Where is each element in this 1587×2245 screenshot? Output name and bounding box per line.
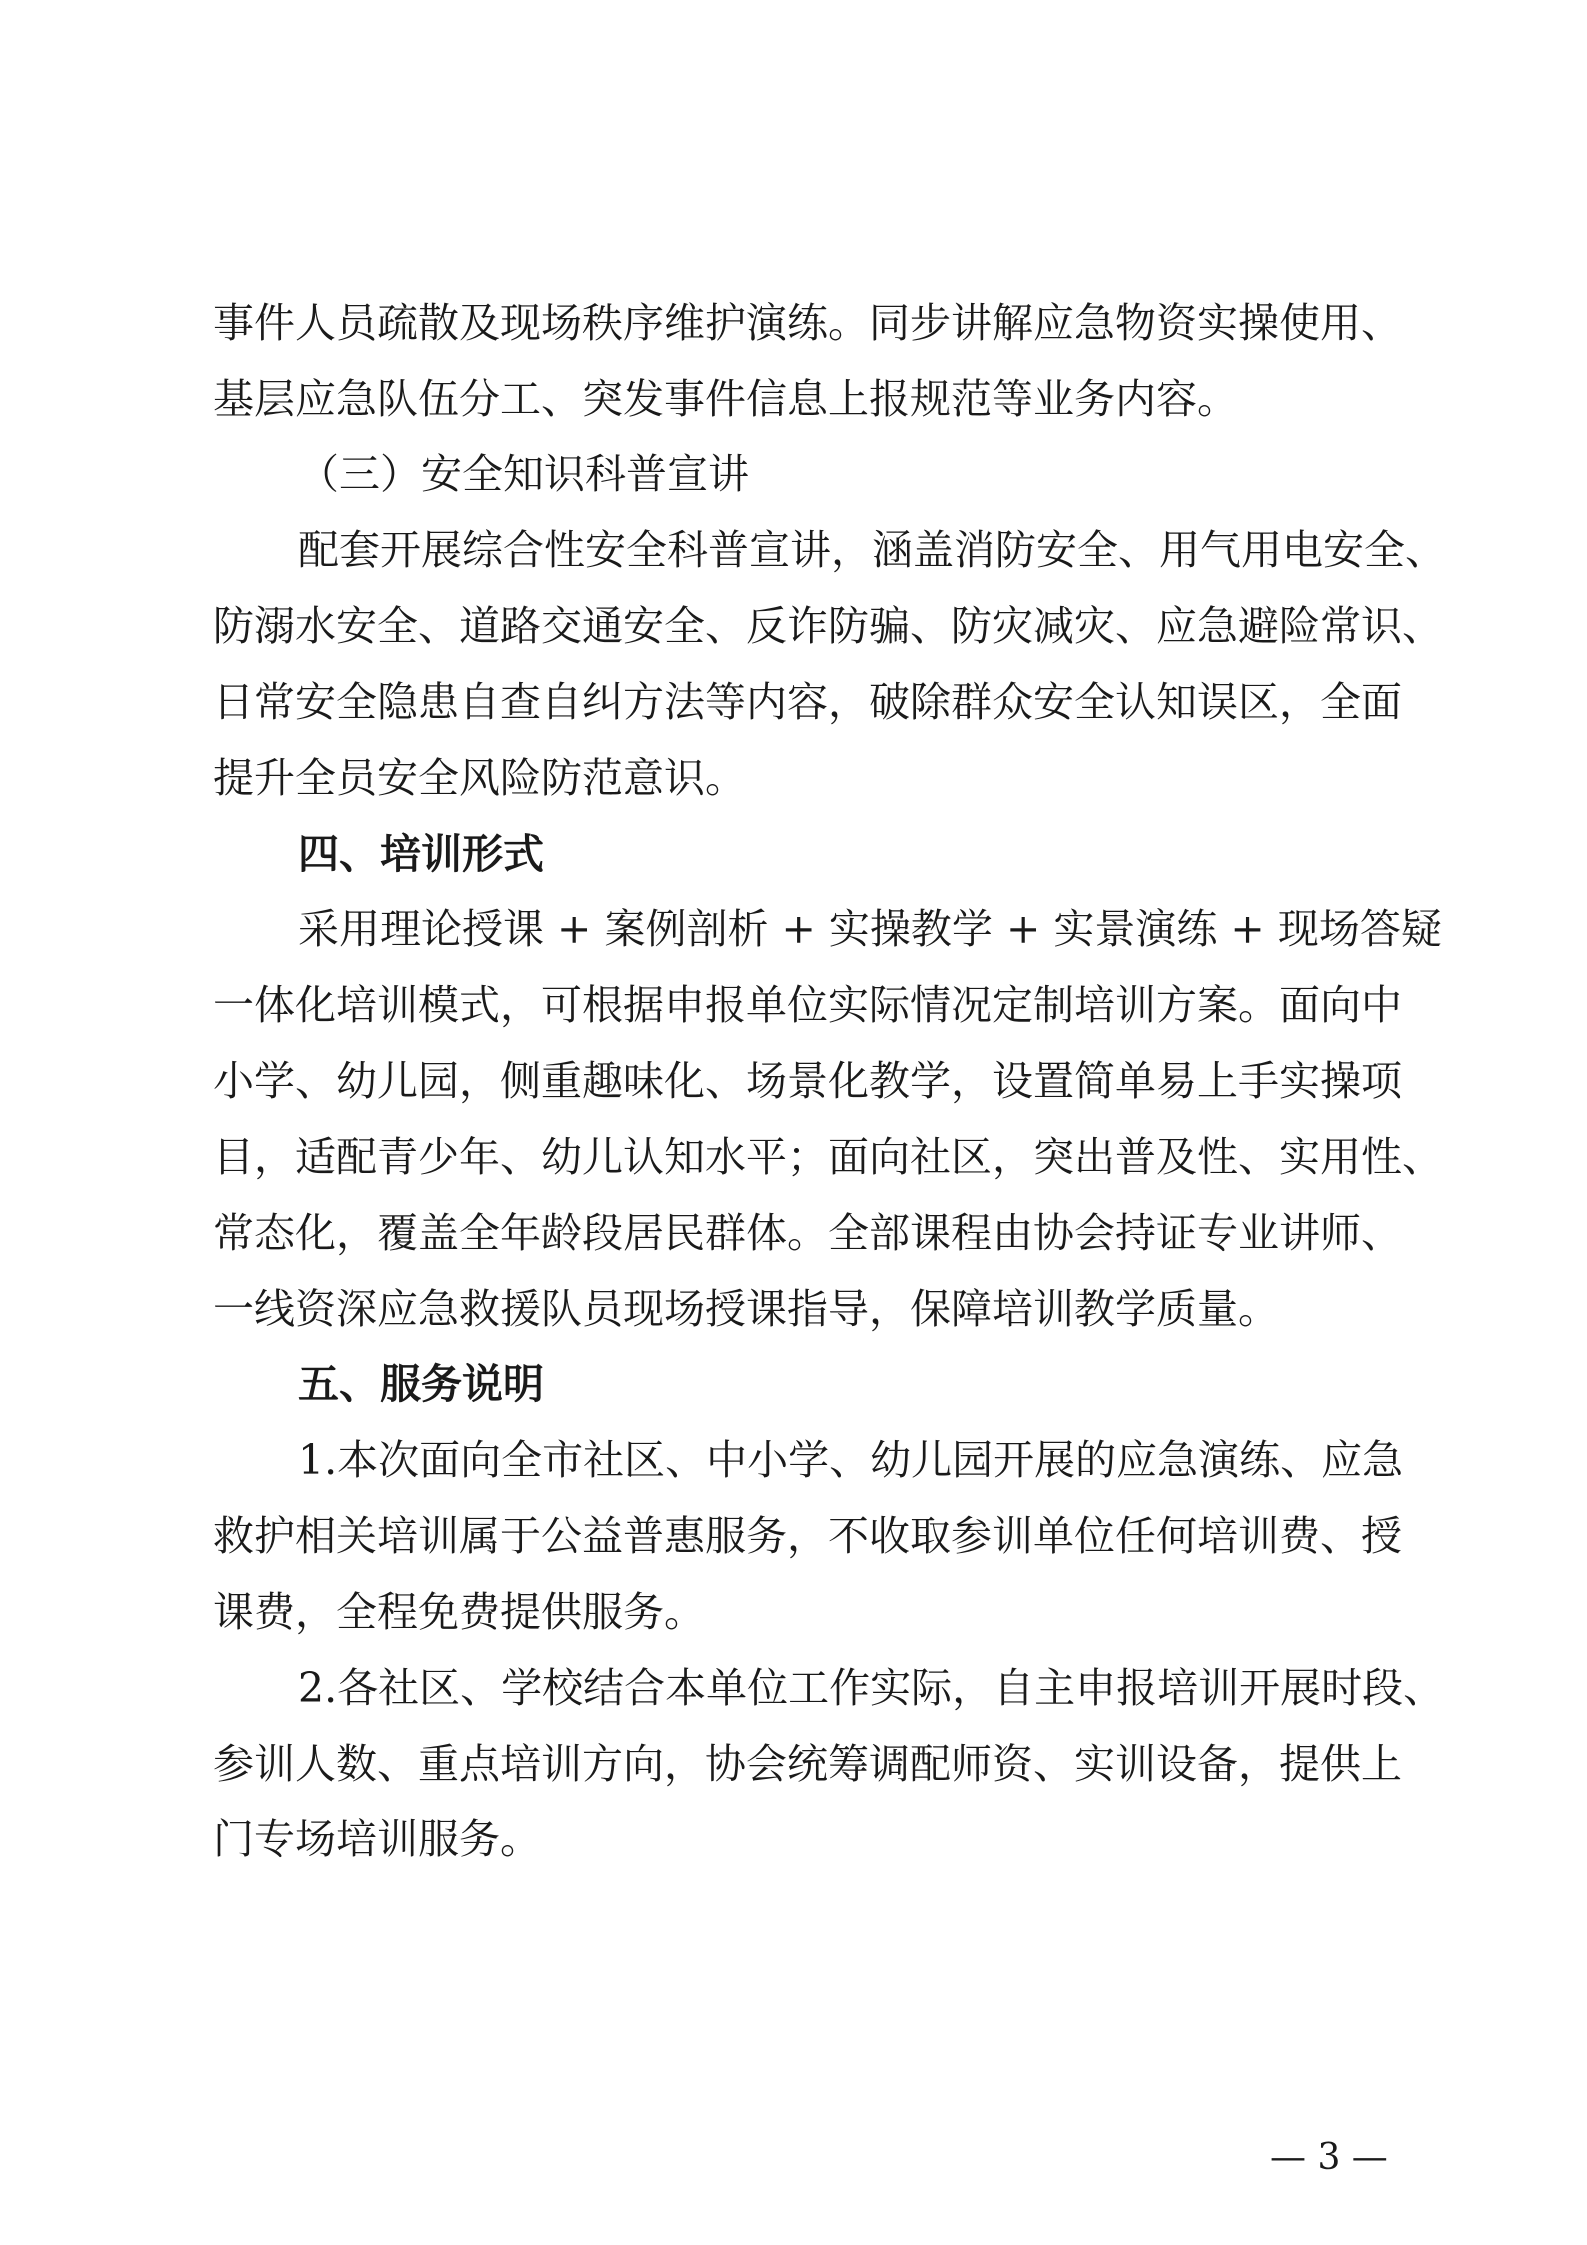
paragraph-line: 日 常 安 全 隐 患 自 查 自 纠 方 法 等 内 容 ， 破 除 群 众 安 全 认 知 误 区 ， 全 面 — [213, 678, 1402, 726]
paragraph-line: 目 ， 适 配 青 少 年 、 幼 儿 认 知 水 平 ； 面 向 社 区 ， 突 出 普 及 性 、 实 用 性 、 — [213, 1133, 1443, 1181]
paragraph-line: 采 用 理 论 授 课 + 案 例 剖 析 + 实 操 教 学 + 实 景 演 练 + 现 场 答 疑 — [298, 905, 1442, 953]
paragraph-line: 防 溺 水 安 全 、 道 路 交 通 安 全 、 反 诈 防 骗 、 防 灾 减 灾 、 应 急 避 险 常 识 、 — [213, 602, 1443, 650]
paragraph-line: 常 态 化 ， 覆 盖 全 年 龄 段 居 民 群 体 。 全 部 课 程 由 协 会 持 证 专 业 讲 师 、 — [213, 1209, 1402, 1257]
paragraph-line: 基层应急队伍分工、突发事件信息上报规范等业务内容。 — [213, 375, 1238, 423]
paragraph-line: 一 体 化 培 训 模 式 ， 可 根 据 申 报 单 位 实 际 情 况 定 制 培 训 方 案 。 面 向 中 — [213, 981, 1402, 1029]
paragraph-line: 门专场培训服务。 — [213, 1815, 541, 1863]
paragraph-line: 救 护 相 关 培 训 属 于 公 益 普 惠 服 务 ， 不 收 取 参 训 单 位 任 何 培 训 费 、 授 — [213, 1512, 1402, 1560]
paragraph-line: 事 件 人 员 疏 散 及 现 场 秩 序 维 护 演 练 。 同 步 讲 解 应 急 物 资 实 操 使 用 、 — [213, 299, 1402, 347]
subheading: （三）安全知识科普宣讲 — [298, 450, 749, 498]
paragraph-line: 2 . 各 社 区 、 学 校 结 合 本 单 位 工 作 实 际 ， 自 主 申 报 培 训 开 展 时 段 、 — [298, 1664, 1445, 1712]
paragraph-line: 课费，全程免费提供服务。 — [213, 1588, 705, 1636]
section-heading: 四、培训形式 — [298, 830, 544, 878]
paragraph-line: 配 套 开 展 综 合 性 安 全 科 普 宣 讲 ， 涵 盖 消 防 安 全 、 用 气 用 电 安 全 、 — [298, 526, 1446, 574]
paragraph-line: 小 学 、 幼 儿 园 ， 侧 重 趣 味 化 、 场 景 化 教 学 ， 设 置 简 单 易 上 手 实 操 项 — [213, 1057, 1402, 1105]
paragraph-line: 1 . 本 次 面 向 全 市 社 区 、 中 小 学 、 幼 儿 园 开 展 的 应 急 演 练 、 应 急 — [298, 1436, 1404, 1484]
section-heading: 五、服务说明 — [298, 1360, 544, 1408]
paragraph-line: 一线资深应急救援队员现场授课指导，保障培训教学质量。 — [213, 1285, 1279, 1333]
paragraph-line: 提升全员安全风险防范意识。 — [213, 754, 746, 802]
paragraph-line: 参 训 人 数 、 重 点 培 训 方 向 ， 协 会 统 筹 调 配 师 资 、 实 训 设 备 ， 提 供 上 — [213, 1740, 1402, 1788]
page-number: — 3 — — [1270, 2137, 1388, 2178]
